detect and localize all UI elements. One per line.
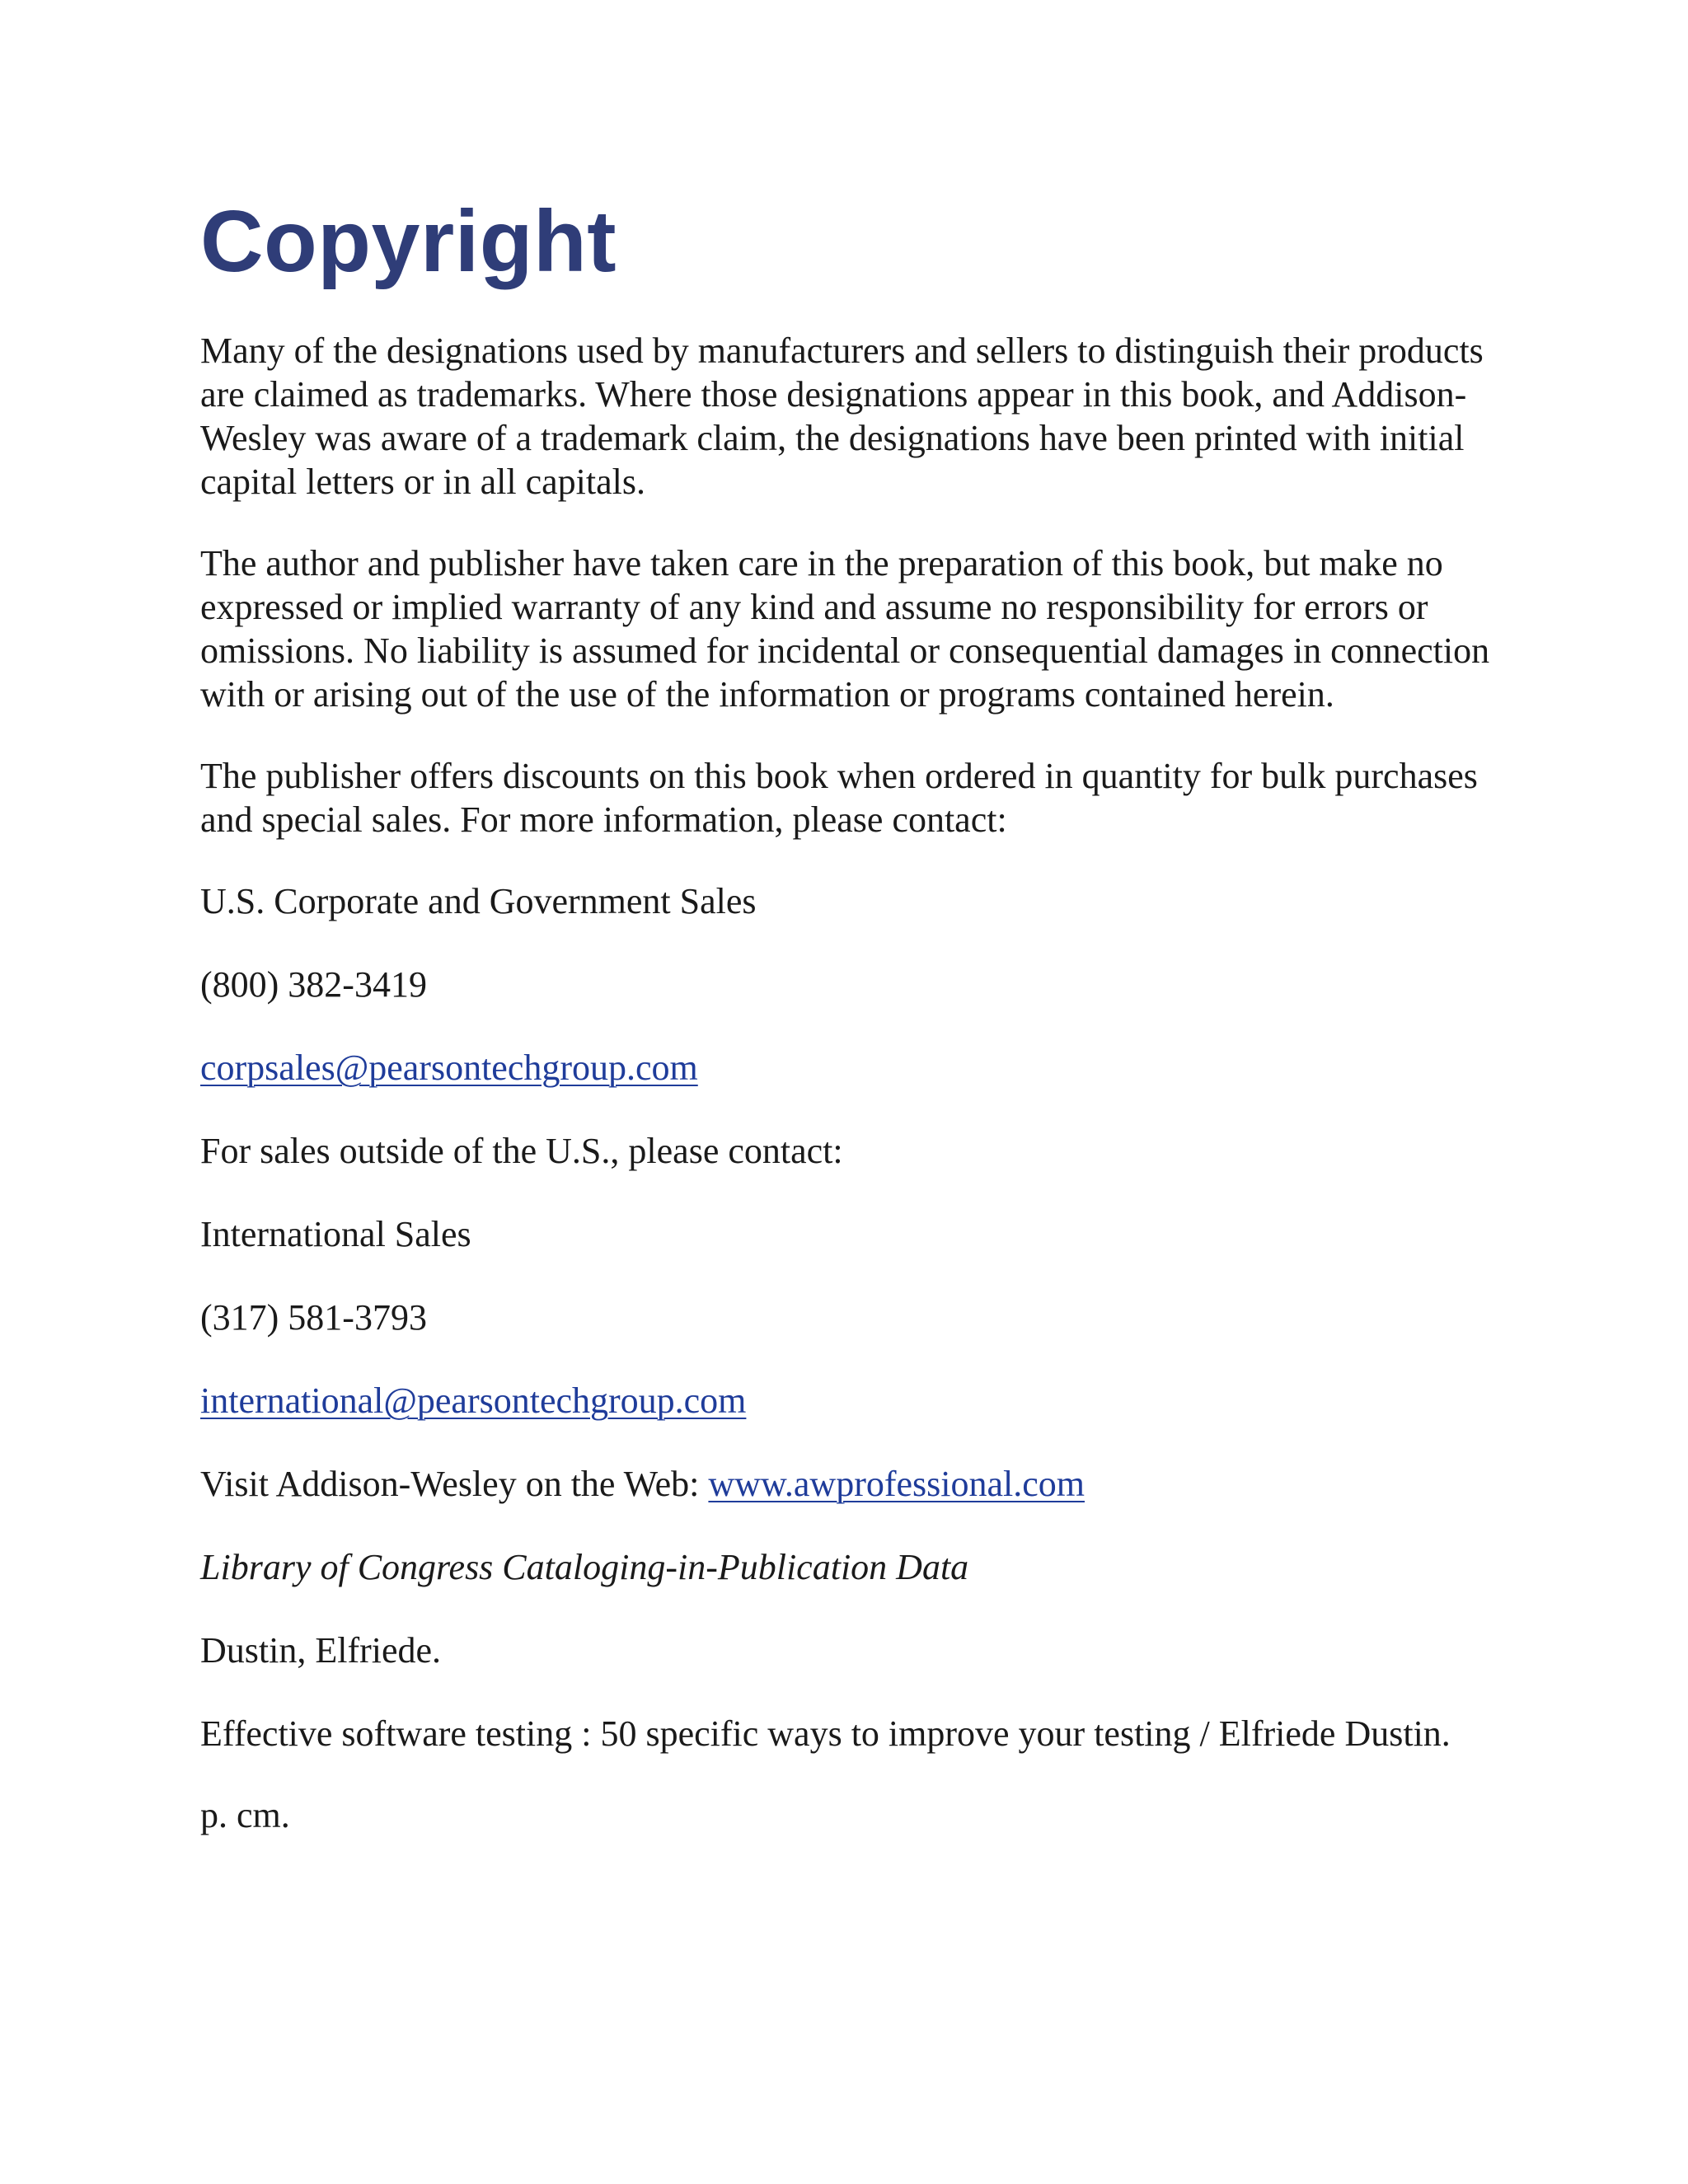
- cip-author: Dustin, Elfriede.: [200, 1630, 442, 1671]
- intl-sales-email-line: [200, 1379, 1494, 1422]
- web-line: [200, 1462, 1494, 1506]
- warranty-paragraph: The author and publisher have taken care in the preparation of this book, but make no expressed or implied warranty of any kind and assume no responsibility for errors or omissions. No liability is assumed for incidental or consequential damages in connection with or arising out of the use of the information or programs contained herein.: [200, 543, 1490, 715]
- trademarks-paragraph: Many of the designations used by manufacturers and sellers to distinguish their products are claimed as trademarks. Where those designations appear in this book, and Addison-Wesley was aware of a trademark claim, the designations have been printed with initial capital letters or in all capitals.: [200, 330, 1484, 502]
- intl-sales-email-link[interactable]: international@pearsontechgroup.com: [200, 1380, 747, 1421]
- cip-book: Effective software testing : 50 specific ways to improve your testing / Elfriede Dustin.: [200, 1713, 1451, 1754]
- web-link[interactable]: www.awprofessional.com: [708, 1464, 1085, 1504]
- outside-us-line: For sales outside of the U.S., please contact:: [200, 1131, 843, 1171]
- cip-title: Library of Congress Cataloging-in-Publication Data: [200, 1547, 969, 1587]
- web-prefix: Visit Addison-Wesley on the Web:: [200, 1464, 709, 1504]
- us-sales-phone: (800) 382-3419: [200, 964, 427, 1005]
- copyright-page: [200, 193, 1494, 1877]
- cip-size: p. cm.: [200, 1795, 290, 1835]
- us-sales-email-line: [200, 1046, 1494, 1090]
- page-title: Copyright: [200, 193, 617, 290]
- discounts-paragraph: The publisher offers discounts on this book when ordered in quantity for bulk purchases and special sales. For more information, please contact:: [200, 756, 1478, 840]
- us-sales-name: U.S. Corporate and Government Sales: [200, 881, 757, 921]
- us-sales-email-link[interactable]: corpsales@pearsontechgroup.com: [200, 1047, 698, 1088]
- intl-sales-phone: (317) 581-3793: [200, 1297, 427, 1338]
- intl-sales-name: International Sales: [200, 1214, 471, 1254]
